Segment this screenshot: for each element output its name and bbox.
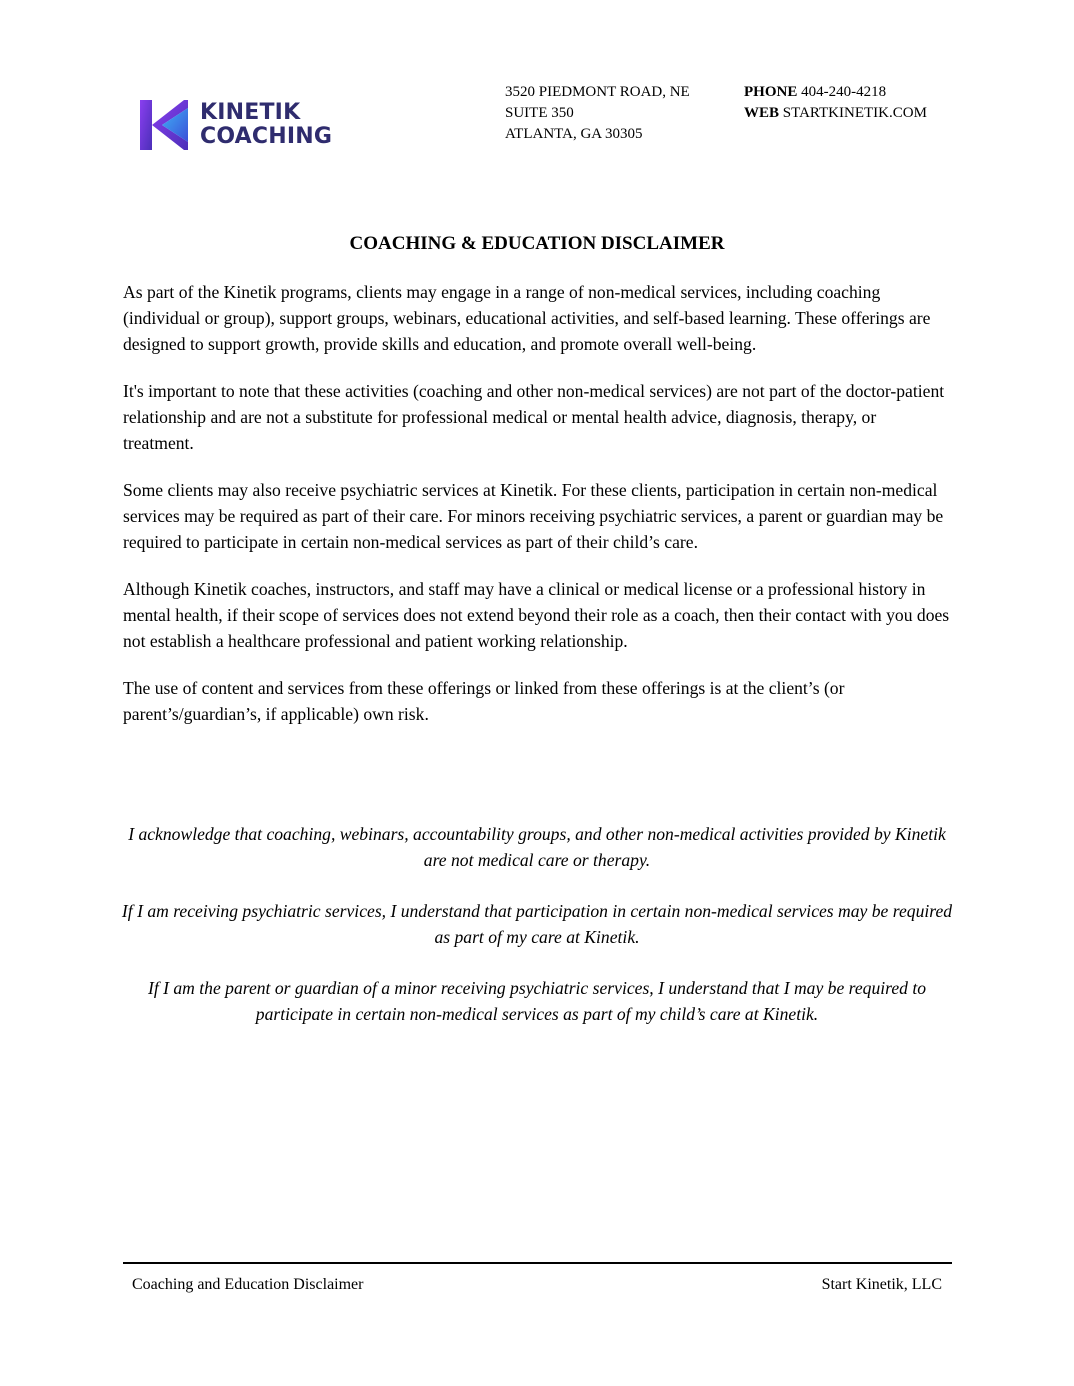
acknowledgement: If I am receiving psychiatric services, I understand that participation in certain non-medical services may be required as part of my care at Kinetik. (121, 901, 953, 947)
logo-line-2: COACHING (200, 124, 333, 149)
logo-wordmark (200, 101, 332, 149)
phone-value: 404-240-4218 (801, 84, 887, 100)
acknowledgements (118, 821, 956, 1052)
web-value: STARTKINETIK.COM (782, 105, 927, 121)
address-line-1: 3520 PIEDMONT ROAD, NE (505, 84, 690, 100)
paragraph: Some clients may also receive psychiatric services at Kinetik. For these clients, participation in certain non-medical services may be required as part of their care. For minors receiving psychiatric services, a parent or guardian may be required to participate in certain non-medical services as part of their child’s care. (123, 480, 944, 552)
phone-line (744, 82, 927, 103)
acknowledgement: I acknowledge that coaching, webinars, accountability groups, and other non-medical activities provided by Kinetik are not medical care or therapy. (128, 824, 946, 870)
document-title: COACHING & EDUCATION DISCLAIMER (349, 233, 725, 254)
company-logo (140, 100, 332, 150)
footer-document-name: Coaching and Education Disclaimer (132, 1276, 364, 1293)
phone-label: PHONE (744, 84, 798, 100)
acknowledgement: If I am the parent or guardian of a minor receiving psychiatric services, I understand that I may be required to participate in certain non-medical services as part of my child’s care at Kinetik. (147, 978, 927, 1024)
footer-company-name: Start Kinetik, LLC (821, 1276, 942, 1293)
address-line-3: ATLANTA, GA 30305 (505, 126, 643, 142)
company-contact (744, 82, 927, 124)
paragraph: As part of the Kinetik programs, clients may engage in a range of non-medical services, including coaching (individual or group), support groups, webinars, educational activities, and self-based learning. These offerings are designed to support growth, provide skills and education, and promote overall well-being. (123, 282, 931, 354)
paragraph: It's important to note that these activities (coaching and other non-medical services) are not part of the doctor-patient relationship and are not a substitute for professional medical or mental health advice, diagnosis, therapy, or treatment. (123, 381, 945, 453)
kinetik-logo-icon (140, 100, 188, 150)
address-line-2: SUITE 350 (505, 105, 574, 121)
footer-divider (123, 1262, 952, 1264)
logo-line-1: KINETIK (200, 100, 301, 125)
paragraph: The use of content and services from these offerings or linked from these offerings is at the client’s (or parent’s/guardian’s, if applicable) own risk. (123, 678, 845, 724)
paragraph: Although Kinetik coaches, instructors, and staff may have a clinical or medical license or a professional history in mental health, if their scope of services does not extend beyond their role as a coach, then their contact with you does not establish a healthcare professional and patient working relationship. (123, 579, 950, 651)
web-label: WEB (744, 105, 780, 121)
web-line (744, 103, 927, 124)
document-body (123, 279, 951, 748)
company-address (505, 82, 690, 145)
